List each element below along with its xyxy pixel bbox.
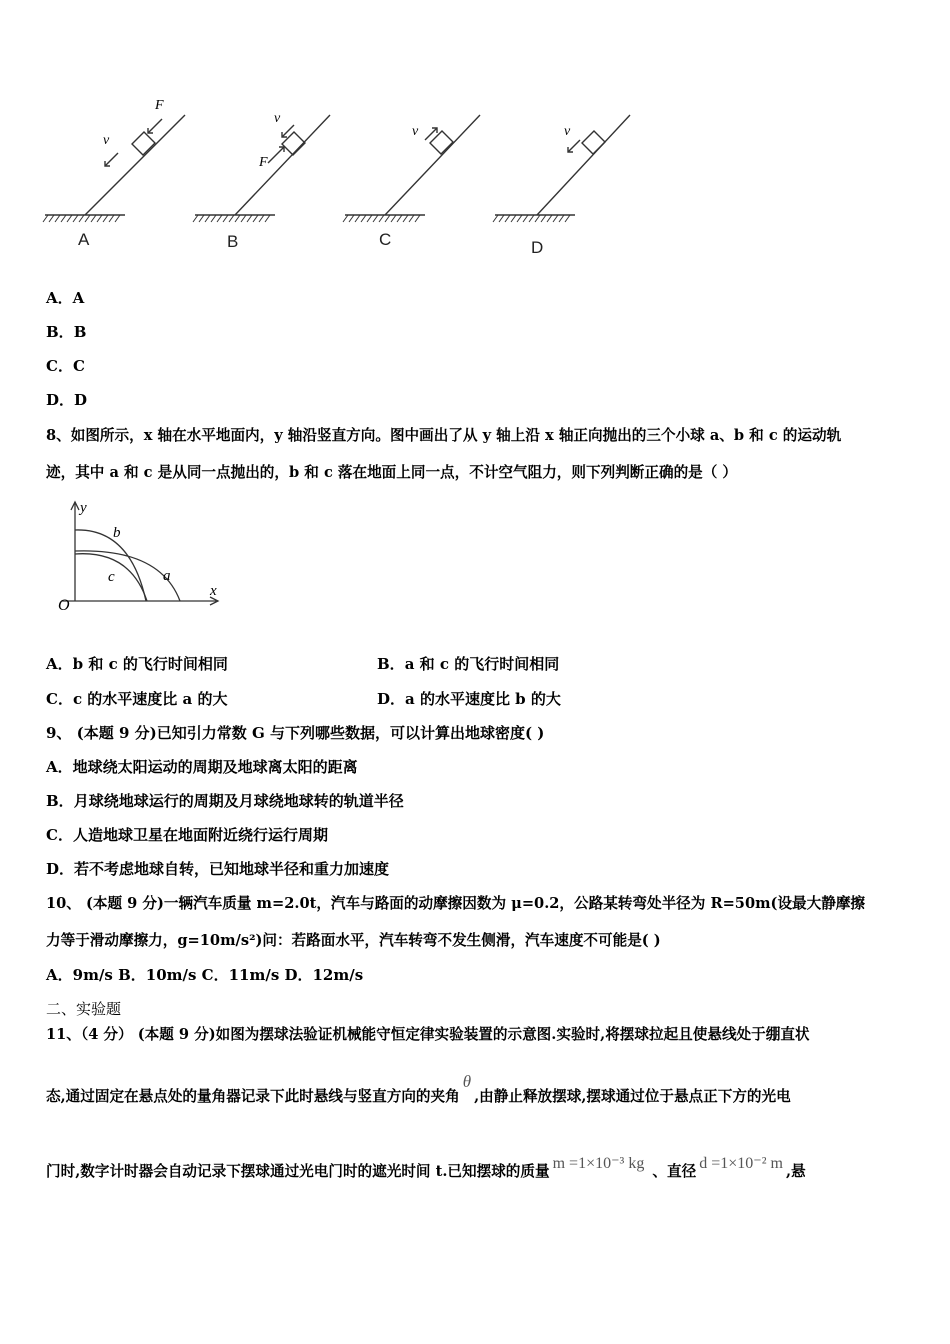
incline-diagram-a — [43, 115, 185, 222]
origin-label: O — [58, 597, 70, 614]
q8-option-b: B．a 和 c 的飞行时间相同 — [377, 655, 560, 673]
q9-option-d: D．若不考虑地球自转，已知地球半径和重力加速度 — [46, 860, 390, 878]
curve-c-label: c — [108, 569, 115, 585]
diameter-expression: d =1×10⁻² m — [699, 1155, 783, 1172]
q8-option-a: A．b 和 c 的飞行时间相同 — [46, 655, 228, 673]
figure-label-c: C — [379, 230, 392, 249]
q7-option-d: D．D — [46, 391, 88, 409]
q8-stem-line1: 8、如图所示，x 轴在水平地面内，y 轴沿竖直方向。图中画出了从 y 轴上沿 x 轴正向抛出的三个小球 a、b 和 c 的运动轨 — [46, 427, 842, 444]
q11-line1: 11、（4 分） (本题 9 分)如图为摆球法验证机械能守恒定律实验装置的示意图.实验时,将摆球拉起且使悬线处于绷直状 — [46, 1026, 810, 1043]
figure-label-a: A — [78, 230, 90, 249]
velocity-label-d: v — [564, 124, 571, 139]
y-axis-label: y — [80, 500, 87, 516]
curve-b-label: b — [113, 525, 121, 541]
velocity-label-c: v — [412, 124, 419, 139]
incline-figure — [40, 95, 640, 270]
q9-option-b: B．月球绕地球运行的周期及月球绕地球转的轨道半径 — [46, 792, 404, 810]
figure-label-b: B — [227, 232, 239, 251]
q7-option-b: B．B — [46, 323, 87, 341]
q10-options: A．9m/s B．10m/s C．11m/s D．12m/s — [46, 966, 364, 984]
theta-symbol: θ — [462, 1072, 472, 1091]
velocity-label-b: v — [274, 111, 281, 126]
q10-stem-line2: 力等于滑动摩擦力，g=10m/s²)问：若路面水平，汽车转弯不发生侧滑，汽车速度不可能是( ) — [46, 932, 661, 949]
force-label-b: F — [259, 155, 268, 170]
section-title: 二、实验题 — [46, 1000, 122, 1018]
q8-option-c: C．c 的水平速度比 a 的大 — [46, 690, 228, 708]
trajectory-figure — [50, 498, 230, 618]
q9-option-a: A．地球绕太阳运动的周期及地球离太阳的距离 — [46, 758, 358, 776]
force-label-a: F — [155, 98, 164, 113]
curve-a-label: a — [163, 568, 171, 584]
q11-line3: 门时,数字计时器会自动记录下摆球通过光电门时的遮光时间 t.已知摆球的质量 m =1×10⁻³ kg 、直径 d =1×10⁻² m ,悬 — [46, 1155, 806, 1180]
figure-label-d: D — [531, 238, 544, 257]
x-axis-label: x — [210, 583, 217, 599]
q8-stem-line2: 迹，其中 a 和 c 是从同一点抛出的，b 和 c 落在地面上同一点，不计空气阻力，则下列判断正确的是（ ） — [46, 464, 738, 481]
q9-option-c: C．人造地球卫星在地面附近绕行运行周期 — [46, 826, 328, 844]
q11-line2: 态,通过固定在悬点处的量角器记录下此时悬线与竖直方向的夹角θ,由静止释放摆球,摆球通过位于悬点正下方的光电 — [46, 1072, 791, 1105]
q7-option-a: A．A — [46, 289, 85, 307]
q7-option-c: C．C — [46, 357, 85, 375]
q10-stem-line1: 10、 (本题 9 分)一辆汽车质量 m=2.0t，汽车与路面的动摩擦因数为 μ=0.2，公路某转弯处半径为 R=50m(设最大静摩擦 — [46, 895, 866, 912]
q8-option-d: D．a 的水平速度比 b 的大 — [377, 690, 561, 708]
mass-expression: m =1×10⁻³ kg — [552, 1155, 645, 1172]
velocity-label-a: v — [103, 133, 110, 148]
q9-stem: 9、 (本题 9 分)已知引力常数 G 与下列哪些数据，可以计算出地球密度( ) — [46, 724, 545, 742]
incline-diagram-d — [493, 115, 630, 222]
